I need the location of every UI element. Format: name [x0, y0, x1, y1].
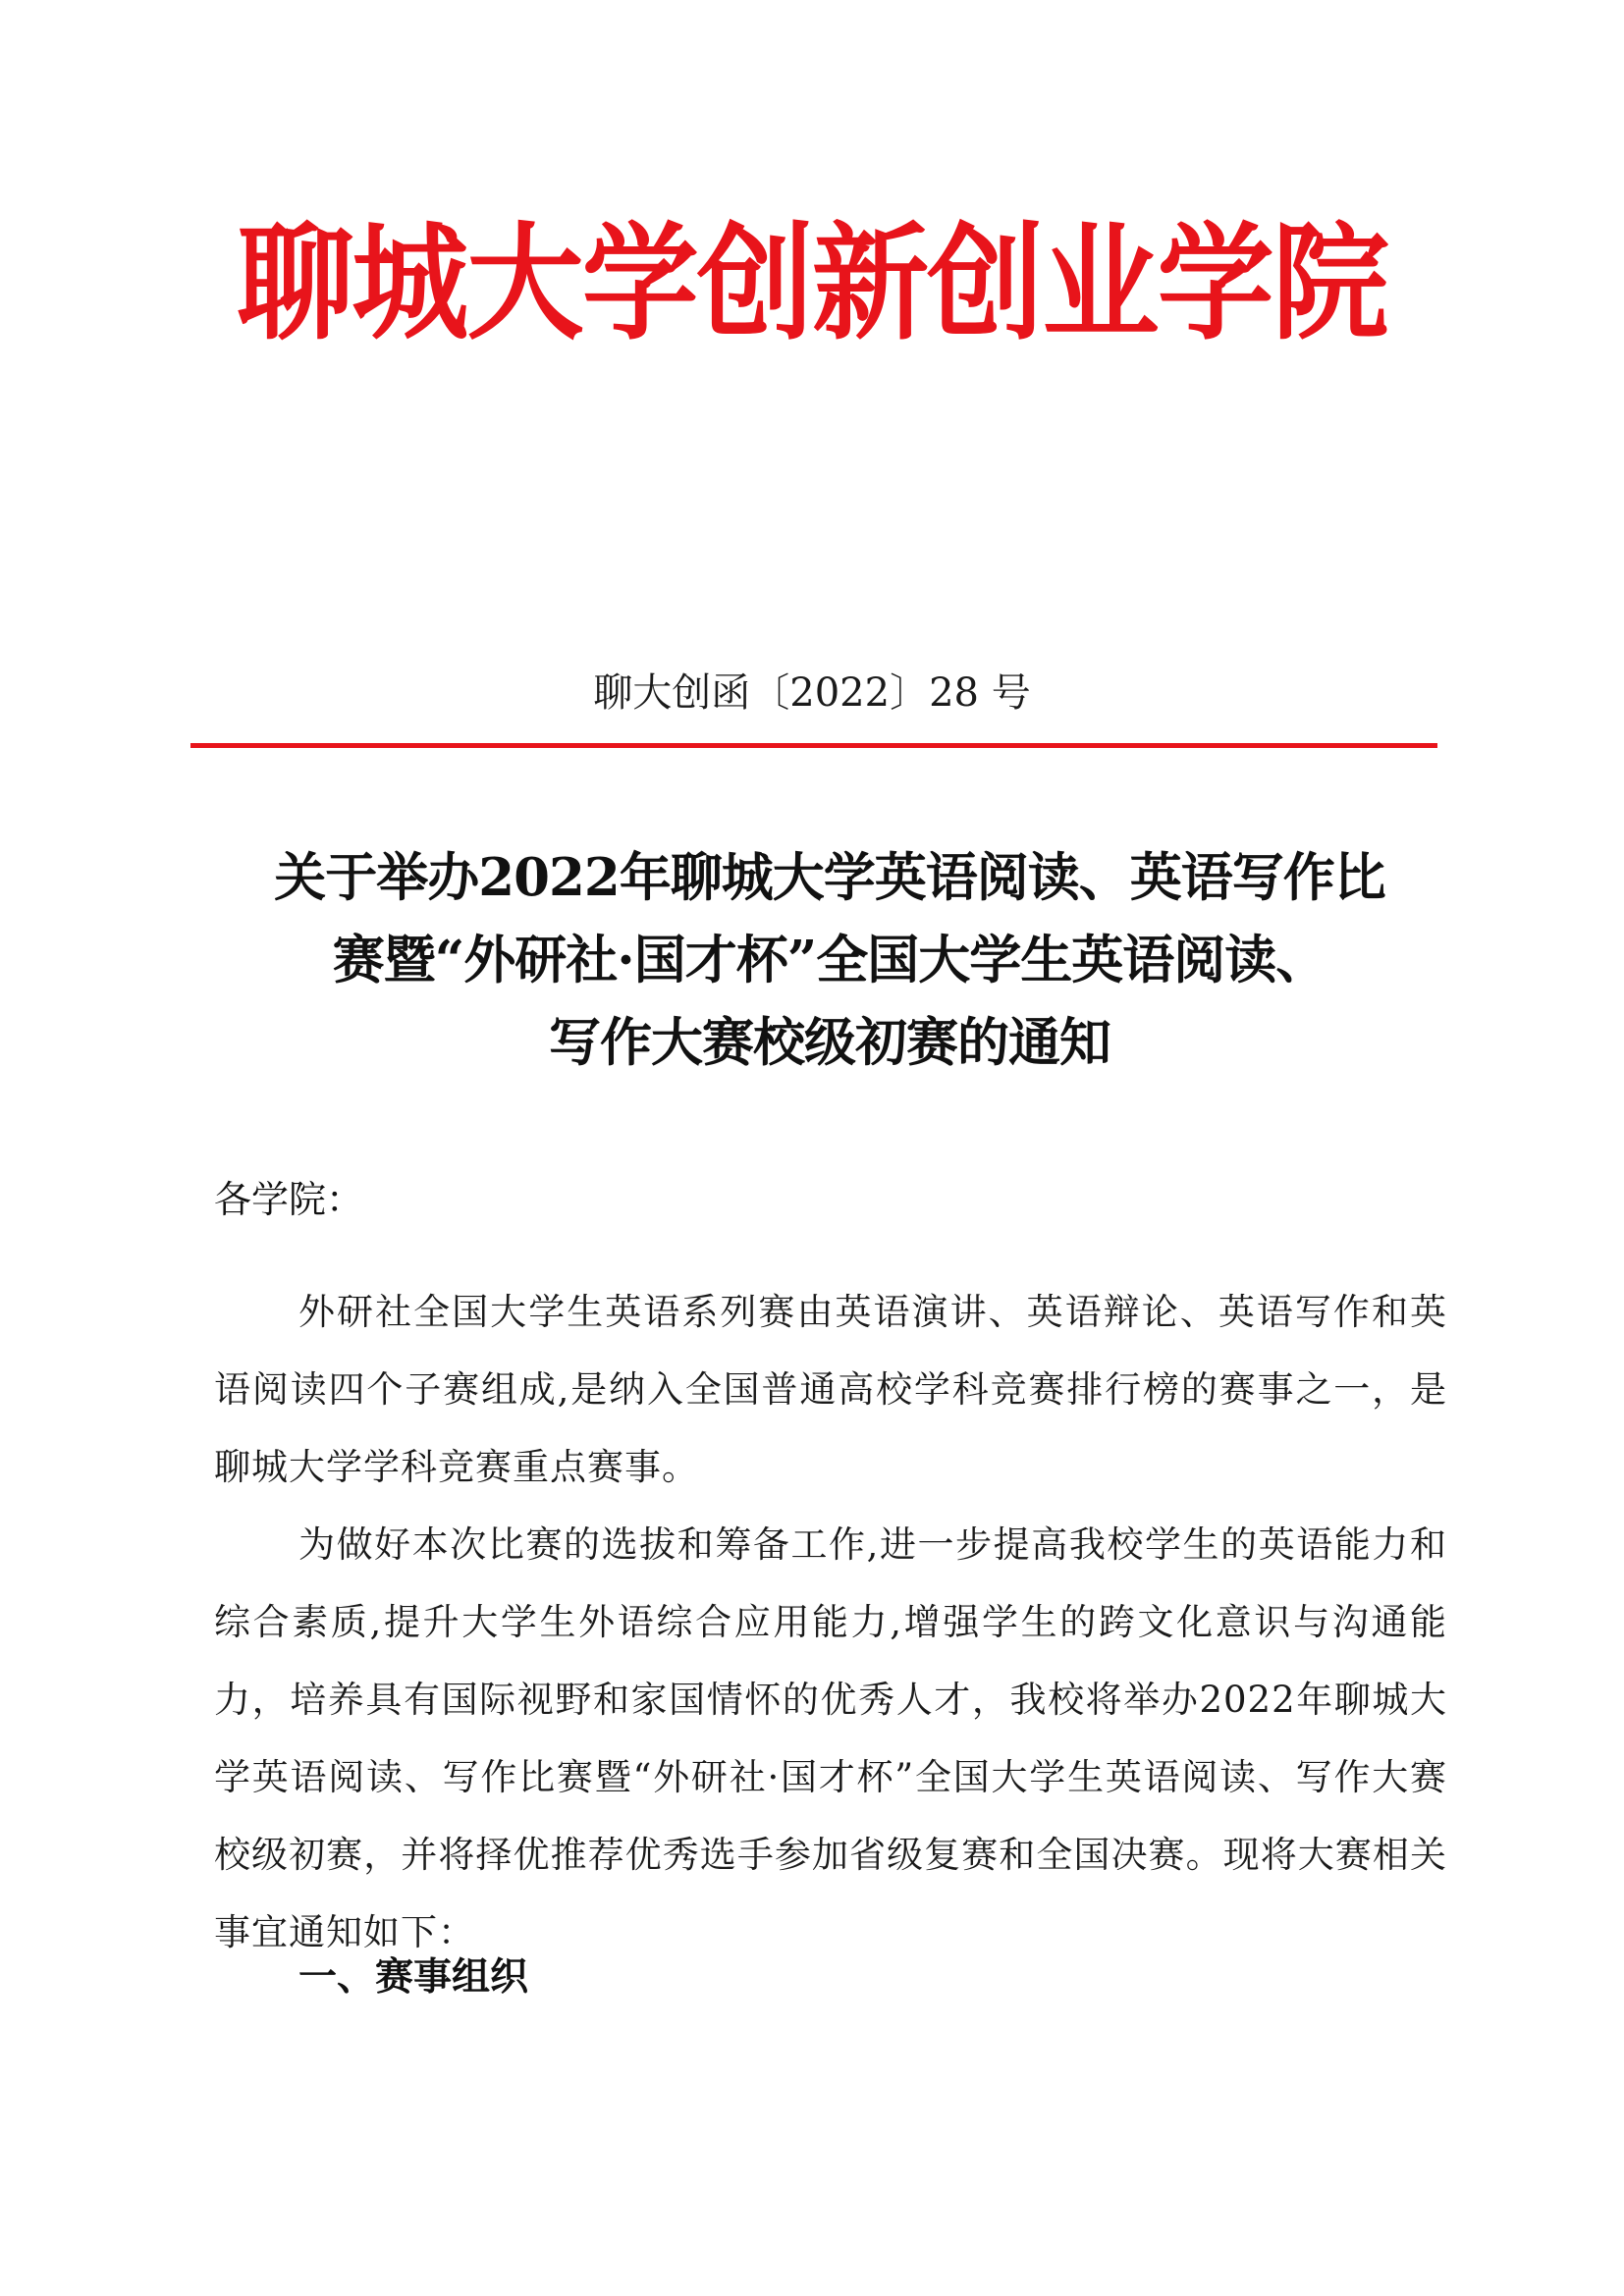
section-heading: 一、赛事组织	[298, 1955, 529, 2000]
document-title	[206, 836, 1453, 1084]
issuing-organization-masthead: 聊城大学创新创业学院	[237, 211, 1387, 357]
body-paragraph-1: 外研社全国大学生英语系列赛由英语演讲、英语辩论、英语写作和英语阅读四个子赛组成,是纳入全国普通高校学科竞赛排行榜的赛事之一，是聊城大学学科竞赛重点赛事。	[214, 1291, 1447, 1488]
red-divider-line	[190, 743, 1437, 748]
document-number: 聊大创函〔2022〕28 号	[593, 670, 1031, 716]
title-line-1: 关于举办2022年聊城大学英语阅读、英语写作比	[274, 847, 1385, 908]
title-line-2: 赛暨“外研社·国才杯”全国大学生英语阅读、	[332, 930, 1327, 990]
salutation: 各学院：	[214, 1178, 364, 1221]
title-line-3: 写作大赛校级初赛的通知	[549, 1012, 1110, 1073]
body-paragraph-2: 为做好本次比赛的选拔和筹备工作,进一步提高我校学生的英语能力和综合素质,提升大学生外语综合应用能力,增强学生的跨文化意识与沟通能力，培养具有国际视野和家国情怀的优秀人才，我校将举办2022年聊城大学英语阅读、写作比赛暨“外研社·国才杯”全国大学生英语阅读、写作大赛校级初赛，并将择优推荐优秀选手参加省级复赛和全国决赛。现将大赛相关事宜通知如下：	[214, 1523, 1447, 1953]
